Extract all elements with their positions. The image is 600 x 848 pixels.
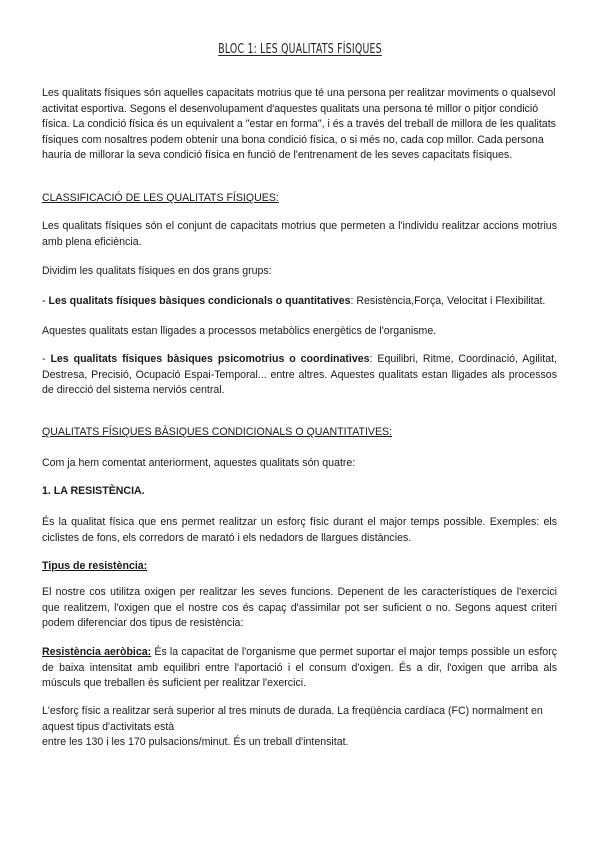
group-coordinative: [42, 352, 557, 399]
classification-heading: CLASSIFICACIÓ DE LES QUALITATS FÍSIQUES:: [42, 192, 279, 204]
group-coordinative-dash: -: [42, 353, 51, 365]
resistance-heading: 1. LA RESISTÈNCIA.: [42, 485, 145, 497]
intro-paragraph: Les qualitats físiques són aquelles capacitats motrius que té una persona per realitzar moviments o qualsevol activitat esportiva. Segons el desenvolupament d'aquestes qualitats una persona té millor o pitjor condició física. La condició física és un equivalent a "estar en forma", i és a través del treball de millora de les qualitats físiques com nosaltres podem obtenir una bona condició física, o si més no, cada cop millor. Cada persona hauria de millorar la seva condició física en funció de l'entrenament de les seves capacitats físiques.: [42, 87, 556, 162]
group-conditional-note: Aquestes qualitats estan lligades a processos metabòlics energètics de l'organisme.: [42, 325, 437, 337]
aerobic-text: És la capacitat de l'organisme que permet suportar el major temps possible un esforç de baixa intensitat amb equilibri entre l'aportació i el consum d'oxigen. És a dir, l'oxigen que arriba als músculs que treballen és suficient per realitzar l'exercici.: [42, 646, 557, 690]
resistance-types-heading: Tipus de resistència:: [42, 560, 148, 572]
group-conditional-title: Les qualitats físiques bàsiques condicionals o quantitatives: [48, 295, 351, 307]
resistance-types-paragraph: El nostre cos utilitza oxigen per realitzar les seves funcions. Depenent de les característiques de l'exercici que realitzem, l'oxigen que el nostre cos és capaç d'assimilar pot ser suficient o no. Segons aquest criteri podem diferenciar dos tipus de resistència:: [42, 586, 557, 630]
page-title: BLOC 1: LES QUALITATS FÍSIQUES: [218, 42, 382, 57]
group-conditional-list: : Resistència,Força, Velocitat i Flexibilitat.: [350, 295, 546, 307]
group-coordinative-list: : Equilibri, Ritme, Coordinació, Agilitat, Destresa, Precisió, Ocupació Espai-Temporal... entre altres. Aquestes qualitats estan lligades als processos de direcció del sistema nerviós central.: [42, 353, 557, 397]
group-conditional: [42, 294, 557, 310]
effort-paragraph: [42, 704, 557, 751]
conditional-qualities-heading: QUALITATS FÍSIQUES BÀSIQUES CONDICIONALS O QUANTITATIVES:: [42, 426, 393, 438]
group-conditional-dash: -: [42, 295, 49, 307]
group-coordinative-title: Les qualitats físiques bàsiques psicomotrius o coordinatives: [50, 353, 370, 365]
groups-intro: Dividim les qualitats físiques en dos grans grups:: [42, 265, 272, 277]
aerobic-paragraph: [42, 645, 557, 692]
resistance-definition: És la qualitat física que ens permet realitzar un esforç físic durant el major temps possible. Exemples: els ciclistes de fons, els corredors de marató i els nedadors de llargues distàncies.: [42, 516, 557, 544]
conditional-intro: Com ja hem comentat anteriorment, aquestes qualitats són quatre:: [42, 457, 356, 469]
definition-paragraph: Les qualitats físiques són el conjunt de capacitats motrius que permeten a l'individu realitzar accions motrius amb plena eficiència.: [42, 220, 557, 248]
aerobic-label: Resistència aeròbica:: [42, 646, 152, 658]
effort-line-2: entre les 130 i les 170 pulsacions/minut. És un treball d'intensitat.: [42, 736, 349, 749]
effort-line-1: L'esforç físic a realitzar serà superior al tres minuts de durada. La freqüència cardíaca (FC) normalment en aquest tipus d'activitats està: [42, 705, 543, 733]
